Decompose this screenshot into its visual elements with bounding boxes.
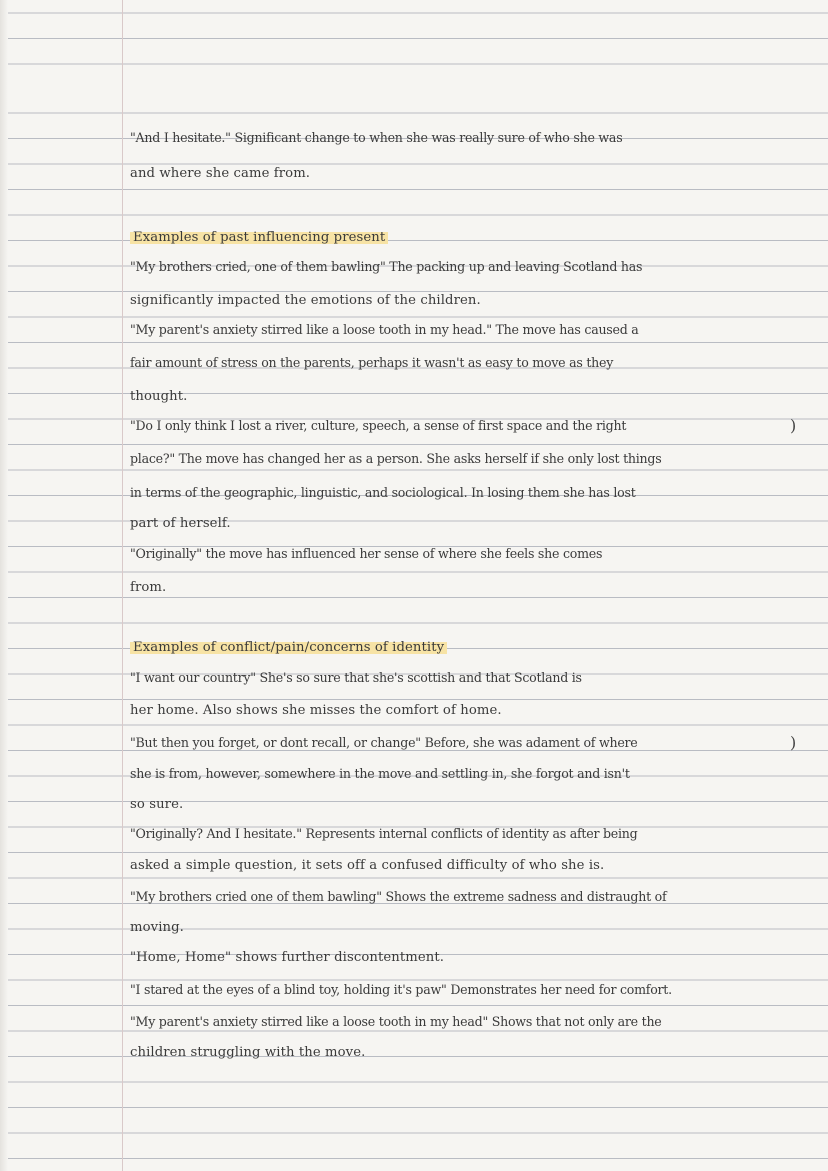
section2-line-6: "Originally? And I hesitate." Represents internal conflicts of identity as after being (130, 826, 638, 841)
section1-line-3: "My parent's anxiety stirred like a loose tooth in my head." The move has caused a (130, 322, 639, 337)
bracket-mark: ) (790, 733, 797, 752)
section2-line-10: "Home, Home" shows further discontentment. (130, 950, 445, 965)
section2-line-4: she is from, however, somewhere in the move and settling in, she forgot and isn't (130, 766, 630, 781)
section2-line-8: "My brothers cried one of them bawling" Shows the extreme sadness and distraught of (130, 889, 667, 904)
margin-line (122, 0, 123, 1171)
intro-line-1: "And I hesitate." Significant change to when she was really sure of who she was (130, 130, 623, 145)
section2-line-9: moving. (130, 920, 184, 935)
section1-line-2: significantly impacted the emotions of the children. (130, 293, 481, 308)
section1-line-5: thought. (130, 389, 188, 404)
section1-line-4: fair amount of stress on the parents, perhaps it wasn't as easy to move as they (130, 355, 614, 370)
intro-line-2: and where she came from. (130, 166, 311, 181)
page-edge (0, 0, 8, 1171)
section2-line-2: her home. Also shows she misses the comfort of home. (130, 703, 502, 718)
section2-line-3: "But then you forget, or dont recall, or change" Before, she was adament of where (130, 735, 638, 750)
section1-line-10: "Originally" the move has influenced her sense of where she feels she comes (130, 546, 603, 561)
section2-heading: Examples of conflict/pain/concerns of identity (130, 640, 822, 656)
section1-line-1: "My brothers cried, one of them bawling" The packing up and leaving Scotland has (130, 259, 643, 274)
section1-line-8: in terms of the geographic, linguistic, and sociological. In losing them she has lost (130, 485, 636, 500)
section2-line-13: children struggling with the move. (130, 1045, 366, 1060)
section2-line-12: "My parent's anxiety stirred like a loose tooth in my head" Shows that not only are the (130, 1014, 662, 1029)
section1-heading: Examples of past influencing present (130, 230, 822, 246)
section1-line-11: from. (130, 580, 167, 595)
section1-line-9: part of herself. (130, 516, 231, 531)
section1-line-6: "Do I only think I lost a river, culture, speech, a sense of first space and the right (130, 418, 627, 433)
bracket-mark: ) (790, 416, 797, 435)
section2-line-7: asked a simple question, it sets off a confused difficulty of who she is. (130, 858, 605, 873)
section2-line-11: "I stared at the eyes of a blind toy, holding it's paw" Demonstrates her need for comfort. (130, 982, 672, 997)
section2-line-5: so sure. (130, 797, 184, 812)
section2-line-1: "I want our country" She's so sure that she's scottish and that Scotland is (130, 670, 582, 685)
section1-line-7: place?" The move has changed her as a person. She asks herself if she only lost things (130, 451, 662, 466)
